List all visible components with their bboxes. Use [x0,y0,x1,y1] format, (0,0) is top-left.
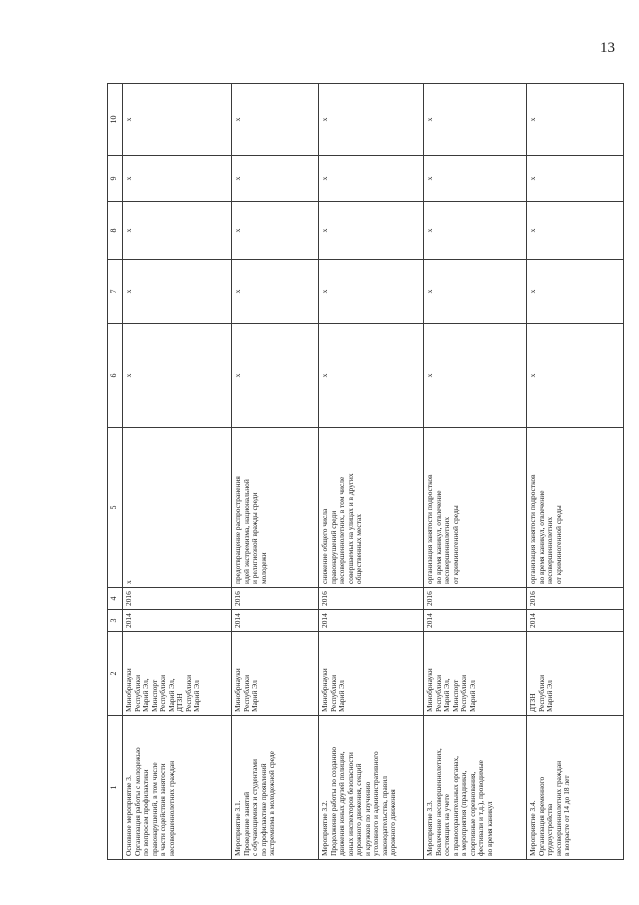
indicator-cell: х [527,260,624,324]
end-year-cell: 2016 [527,588,624,610]
measure-cell: Мероприятие 3.4. Организация временного трудоустройства несовершеннолетних граждан в возрасте от 14 до 18 лет [527,716,624,860]
indicator-cell: х [319,202,424,260]
result-cell: снижение общего числа правонарушений среди несовершеннолетних, в том числе совершаемых на улицах и в других общественных местах [319,428,424,588]
indicator-cell: х [424,156,527,202]
measure-cell: Мероприятие 3.3. Вовлечение несовершеннолетних, состоящих на учете в правоохранительных органах, в мероприятия (праздники, спортивные соревнования, фестивали и т.д.), проводимые во время каникул [424,716,527,860]
indicator-cell: х [232,324,319,428]
result-cell: х [123,428,232,588]
indicator-cell: х [232,202,319,260]
table-row [527,84,624,860]
indicator-cell: х [319,260,424,324]
page-number: 13 [600,40,615,56]
indicator-cell: х [232,156,319,202]
indicator-cell: х [123,156,232,202]
indicator-cell: х [527,324,624,428]
measure-cell: Основное мероприятие 3. Организация работы с молодежью по вопросам профилактики правонарушений, в том числе в части содействия занятости несовершеннолетних граждан [123,716,232,860]
executor-cell: Минобрнауки Республики Марий Эл, Минспорт Республики Марий Эл, ДТЗН Республики Марий Эл [123,632,232,716]
program-table-rotated [107,84,615,860]
indicator-cell: х [123,84,232,156]
indicator-cell: х [527,84,624,156]
column-number: 4 [108,588,123,610]
indicator-cell: х [123,324,232,428]
program-table [107,83,624,860]
table-row [123,84,232,860]
table-row [319,84,424,860]
column-number-row [108,84,123,860]
start-year-cell: 2014 [232,610,319,632]
column-number: 7 [108,260,123,324]
column-number: 2 [108,632,123,716]
indicator-cell: х [232,84,319,156]
start-year-cell: 2014 [424,610,527,632]
executor-cell: ДТЗН Республики Марий Эл [527,632,624,716]
indicator-cell: х [319,156,424,202]
measure-cell: Мероприятие 3.2. Продолжение работы по созданию движения юных друзей полиции, юных инспекторов безопасности дорожного движения, секций и кружков по изучению уголовного и административного законодательства, правил дорожного движения [319,716,424,860]
column-number: 8 [108,202,123,260]
column-number: 10 [108,84,123,156]
end-year-cell: 2016 [424,588,527,610]
indicator-cell: х [319,324,424,428]
executor-cell: Минобрнауки Республики Марий Эл, Минспорт Республики Марий Эл [424,632,527,716]
end-year-cell: 2016 [123,588,232,610]
indicator-cell: х [527,202,624,260]
column-number: 3 [108,610,123,632]
indicator-cell: х [123,202,232,260]
indicator-cell: х [232,260,319,324]
start-year-cell: 2014 [123,610,232,632]
column-number: 1 [108,716,123,860]
executor-cell: Минобрнауки Республики Марий Эл [232,632,319,716]
executor-cell: Минобрнауки Республики Марий Эл [319,632,424,716]
start-year-cell: 2014 [319,610,424,632]
measure-cell: Мероприятие 3.1. Проведение занятий с обучающимися и студентами по профилактике проявлений экстремизма в молодежной среде [232,716,319,860]
indicator-cell: х [424,260,527,324]
indicator-cell: х [123,260,232,324]
table-row [424,84,527,860]
end-year-cell: 2016 [319,588,424,610]
indicator-cell: х [424,324,527,428]
indicator-cell: х [527,156,624,202]
start-year-cell: 2014 [527,610,624,632]
column-number: 9 [108,156,123,202]
column-number: 5 [108,428,123,588]
result-cell: организация занятости подростков во время каникул, отвлечение несовершеннолетних от криминогенной среды [527,428,624,588]
table-row [232,84,319,860]
end-year-cell: 2016 [232,588,319,610]
indicator-cell: х [424,84,527,156]
column-number: 6 [108,324,123,428]
result-cell: предотвращение распространения идей экстремизма, национальной и религиозной вражды среди молодежи [232,428,319,588]
indicator-cell: х [424,202,527,260]
indicator-cell: х [319,84,424,156]
result-cell: организация занятости подростков во время каникул, отвлечение несовершеннолетних от криминогенной среды [424,428,527,588]
